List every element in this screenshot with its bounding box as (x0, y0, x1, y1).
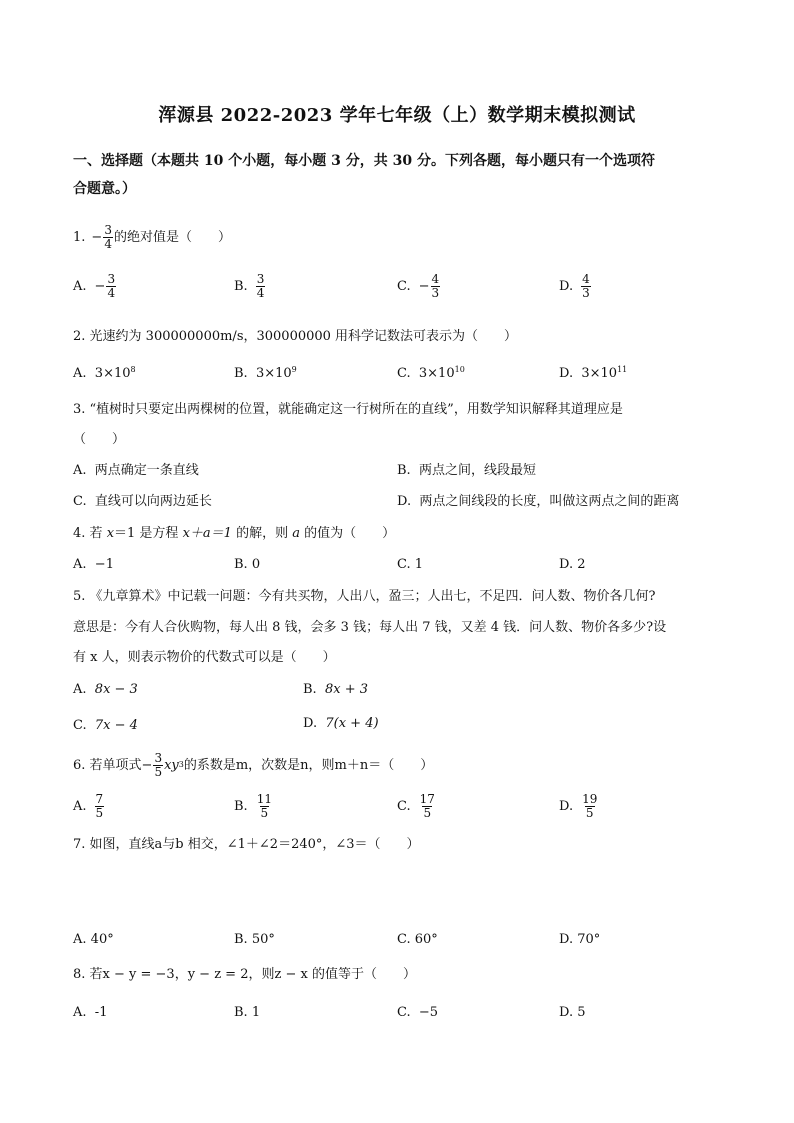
option-b[interactable] (234, 933, 275, 946)
option-letter: B. (234, 278, 248, 294)
option-a[interactable] (73, 366, 136, 380)
denominator: 5 (585, 805, 594, 820)
equation: x＋a＝1 (182, 526, 232, 541)
option-a[interactable] (73, 558, 114, 571)
option-a[interactable] (73, 464, 199, 477)
monomial: xy (164, 757, 179, 773)
option-letter: B. (234, 366, 248, 381)
option-letter: D. (303, 716, 318, 731)
option-c[interactable] (397, 366, 465, 380)
option-text: 1 (251, 1005, 261, 1020)
option-c[interactable] (397, 558, 423, 571)
option-c[interactable] (397, 1006, 438, 1019)
option-text: 7x − 4 (94, 718, 138, 733)
numerator: 3 (107, 272, 116, 286)
option-letter: D. (559, 1005, 574, 1020)
question-4 (73, 527, 395, 540)
option-letter: B. (234, 1005, 248, 1020)
option-exponent: 10 (454, 365, 465, 374)
option-a[interactable] (73, 933, 114, 946)
numerator: 3 (154, 751, 163, 765)
option-a[interactable] (73, 1006, 107, 1019)
option-base: 3×10 (581, 366, 618, 381)
fraction (581, 793, 598, 819)
option-letter: D. (559, 932, 574, 947)
option-text: 50° (251, 932, 275, 947)
option-b[interactable] (234, 273, 266, 299)
numerator: 11 (256, 792, 272, 806)
option-text: 1 (414, 557, 424, 572)
fraction (103, 224, 113, 250)
option-text: 5 (577, 1005, 586, 1020)
option-letter: A. (73, 366, 87, 381)
fraction (431, 273, 441, 299)
option-letter: C. (397, 932, 411, 947)
option-exponent: 9 (291, 365, 297, 374)
fraction (419, 793, 436, 819)
minus-sign: − (94, 278, 106, 294)
option-c[interactable] (397, 793, 437, 819)
section-heading-line2: 合题意。） (73, 181, 136, 197)
option-letter: B. (303, 682, 317, 697)
option-letter: B. (234, 798, 248, 814)
option-a[interactable] (73, 683, 138, 696)
fraction (256, 273, 266, 299)
question-5-line3: 有 x 人，则表示物价的代数式可以是（ ） (73, 650, 336, 665)
option-c[interactable] (73, 719, 138, 732)
minus-sign: − (418, 278, 430, 294)
option-letter: C. (397, 798, 411, 814)
page-title: 浑源县 2022-2023 学年七年级（上）数学期末模拟测试 (158, 105, 636, 126)
fraction (95, 793, 105, 819)
option-letter: A. (73, 1005, 87, 1020)
denominator: 4 (256, 285, 265, 300)
option-c[interactable] (397, 273, 441, 299)
option-base: 3×10 (418, 366, 455, 381)
option-a[interactable] (73, 793, 105, 819)
option-letter: A. (73, 278, 87, 294)
fraction (106, 273, 116, 299)
option-d[interactable] (559, 273, 592, 299)
question-text: 的系数是m，次数是n，则m＋n＝（ ） (183, 757, 434, 773)
option-d[interactable] (303, 717, 379, 730)
option-b[interactable] (303, 683, 368, 696)
denominator: 4 (107, 285, 116, 300)
monomial-exponent: 3 (178, 760, 184, 770)
option-base: 3×10 (255, 366, 292, 381)
denominator: 5 (154, 764, 163, 779)
denominator: 5 (260, 805, 269, 820)
option-exponent: 8 (130, 365, 136, 374)
numerator: 4 (431, 272, 440, 286)
variable-a: a (292, 526, 300, 541)
question-number: 1. (73, 229, 86, 245)
option-d[interactable] (559, 366, 627, 380)
option-exponent: 11 (617, 365, 628, 374)
numerator: 3 (256, 272, 265, 286)
denominator: 4 (104, 236, 112, 251)
option-a[interactable] (73, 273, 117, 299)
option-text: 8x − 3 (94, 682, 138, 697)
question-5-line2: 意思是：今有人合伙购物，每人出 8 钱，会多 3 钱；每人出 7 钱，又差 4 钱．问人数、物价各多少?设 (73, 620, 667, 635)
option-text: 两点之间线段的长度，叫做这两点之间的距离 (419, 494, 680, 509)
option-b[interactable] (234, 1006, 260, 1019)
option-text: −5 (418, 1005, 439, 1020)
option-letter: A. (73, 557, 87, 572)
option-d[interactable] (559, 1006, 586, 1019)
numerator: 3 (104, 223, 112, 237)
question-8: 8. 若x − y = −3，y − z = 2，则z − x 的值等于（ ） (73, 967, 416, 982)
question-text: 6. 若单项式− (73, 757, 153, 773)
option-d[interactable] (559, 793, 599, 819)
question-5-line1: 5. 《九章算术》中记载一问题：今有共买物，人出八，盈三；人出七，不足四．问人数、物价各几何? (73, 589, 656, 604)
denominator: 3 (431, 285, 440, 300)
option-letter: A. (73, 932, 87, 947)
option-letter: A. (73, 463, 87, 478)
option-letter: D. (559, 366, 574, 381)
option-b[interactable] (234, 558, 260, 571)
option-text: 2 (577, 557, 586, 572)
option-letter: C. (73, 494, 87, 509)
question-text: 的绝对值是（ ） (113, 229, 231, 245)
option-letter: C. (397, 278, 411, 294)
fraction (581, 273, 591, 299)
option-text: 0 (251, 557, 261, 572)
option-letter: C. (73, 718, 87, 733)
option-letter: C. (397, 557, 411, 572)
option-letter: C. (397, 1005, 411, 1020)
option-text: 70° (577, 932, 601, 947)
denominator: 5 (423, 805, 432, 820)
numerator: 17 (419, 792, 435, 806)
fraction (256, 793, 273, 819)
option-text: 8x + 3 (324, 682, 368, 697)
option-letter: D. (559, 557, 574, 572)
question-3-line2: （ ） (73, 432, 126, 447)
option-d[interactable] (559, 558, 586, 571)
fraction (153, 752, 163, 778)
option-d[interactable] (397, 495, 679, 508)
option-b[interactable] (234, 793, 274, 819)
option-c[interactable] (73, 495, 212, 508)
option-text: 60° (414, 932, 438, 947)
numerator: 4 (582, 272, 590, 286)
option-letter: C. (397, 366, 411, 381)
option-base: 3×10 (94, 366, 131, 381)
option-text: 7(x + 4) (325, 716, 379, 731)
numerator: 19 (582, 792, 598, 806)
variable-x: x (106, 526, 115, 541)
question-6 (73, 752, 433, 778)
minus-sign: − (91, 229, 103, 245)
option-b[interactable] (397, 464, 536, 477)
option-text: -1 (94, 1005, 108, 1020)
option-text: 40° (90, 932, 114, 947)
option-text: 两点之间，线段最短 (418, 463, 536, 478)
option-letter: B. (234, 557, 248, 572)
numerator: 7 (95, 792, 104, 806)
option-text: 直线可以向两边延长 (94, 494, 212, 509)
denominator: 5 (95, 805, 104, 820)
question-1 (73, 224, 231, 250)
option-letter: D. (559, 798, 574, 814)
option-c[interactable] (397, 933, 438, 946)
option-text: −1 (94, 557, 114, 572)
question-3-line1: 3. “植树时只要定出两棵树的位置，就能确定这一行树所在的直线”，用数学知识解释其道理应是 (73, 402, 623, 417)
question-7: 7. 如图，直线a与b 相交，∠1＋∠2＝240°，∠3＝（ ） (73, 837, 420, 852)
option-letter: D. (559, 278, 574, 294)
denominator: 3 (582, 285, 590, 300)
section-heading-line1: 一、选择题（本题共 10 个小题，每小题 3 分，共 30 分。下列各题，每小题只有一个选项符 (73, 153, 655, 169)
option-letter: A. (73, 682, 87, 697)
question-text: 4. 若 (73, 526, 103, 541)
question-text: 的值为（ ） (304, 526, 396, 541)
option-letter: A. (73, 798, 87, 814)
question-2: 2. 光速约为 300000000m/s，300000000 用科学记数法可表示为（ ） (73, 329, 518, 344)
option-letter: B. (234, 932, 248, 947)
option-d[interactable] (559, 933, 600, 946)
option-letter: B. (397, 463, 411, 478)
question-text: ＝1 是方程 (114, 526, 179, 541)
question-text: 的解，则 (236, 526, 289, 541)
option-b[interactable] (234, 366, 297, 380)
option-letter: D. (397, 494, 412, 509)
option-text: 两点确定一条直线 (94, 463, 199, 478)
